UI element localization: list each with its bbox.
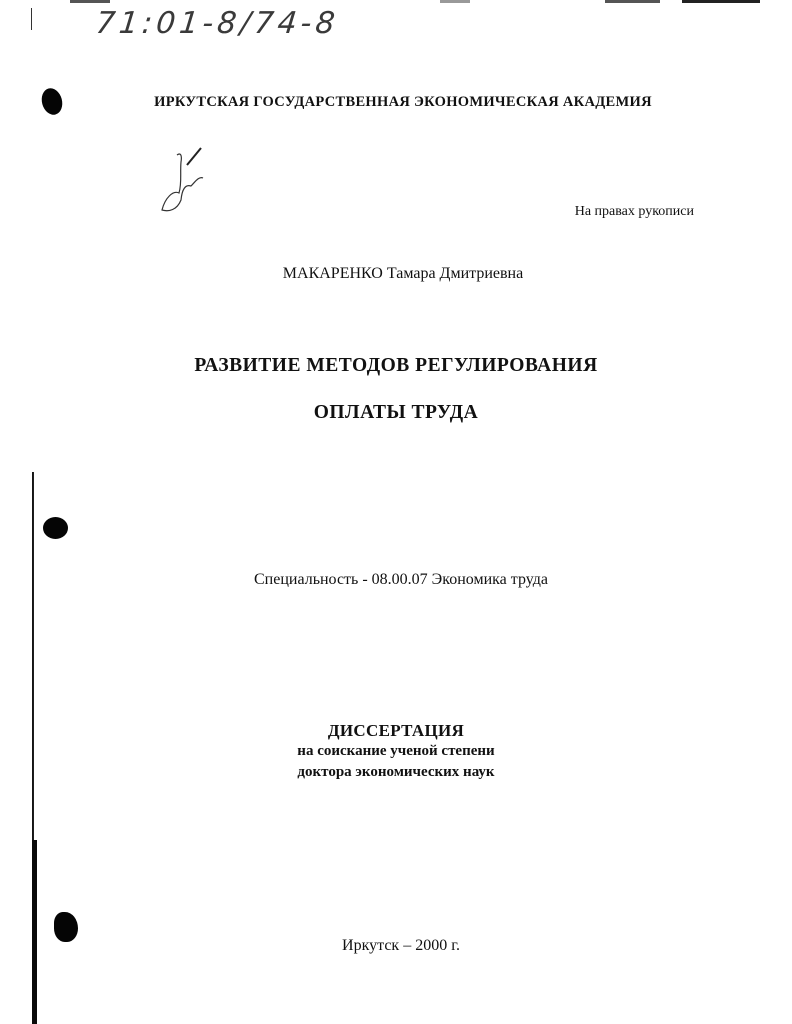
degree-line-1: на соискание ученой степени: [297, 743, 495, 759]
degree-block: [0, 720, 792, 783]
scan-edge-mark: [440, 0, 470, 3]
specialty: Специальность - 08.00.07 Экономика труда: [254, 571, 548, 588]
scan-edge-mark: [682, 0, 760, 3]
scan-edge-mark: [70, 0, 110, 3]
institution-name: ИРКУТСКАЯ ГОСУДАРСТВЕННАЯ ЭКОНОМИЧЕСКАЯ АКАДЕМИЯ: [154, 94, 652, 110]
dissertation-title-line-2: ОПЛАТЫ ТРУДА: [313, 402, 479, 423]
hole-punch-mark: [43, 517, 68, 539]
handwritten-shelfmark: 71:01-8/74-8: [94, 6, 341, 41]
document-type: ДИССЕРТАЦИЯ: [327, 721, 465, 740]
dissertation-title-line-1: РАЗВИТИЕ МЕТОДОВ РЕГУЛИРОВАНИЯ: [194, 355, 598, 376]
scan-edge-mark: [605, 0, 660, 3]
binding-edge-line: [32, 840, 37, 1024]
handwritten-signature: [155, 138, 215, 218]
scan-edge-mark: [31, 8, 32, 30]
author-name: МАКАРЕНКО Тамара Дмитриевна: [282, 265, 524, 282]
city-year: Иркутск – 2000 г.: [342, 937, 460, 954]
rights-note: На правах рукописи: [574, 204, 694, 219]
degree-line-2: доктора экономических наук: [297, 764, 495, 780]
